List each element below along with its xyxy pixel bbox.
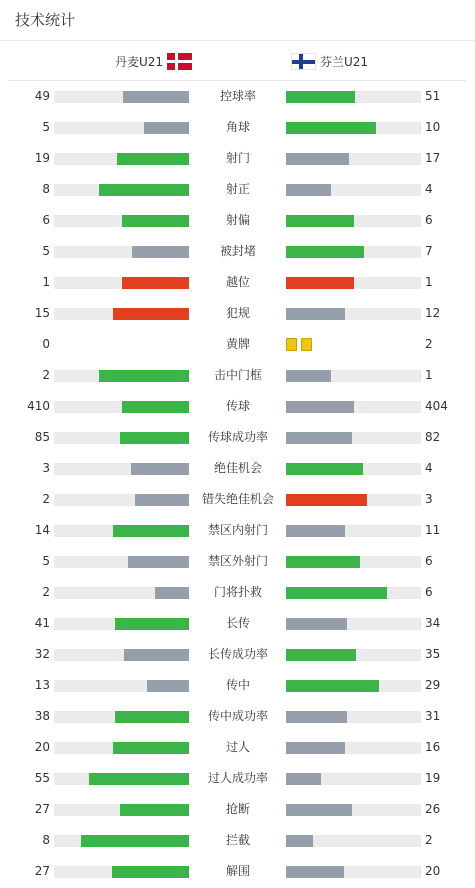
stat-row [0, 329, 475, 360]
home-bar-track [54, 680, 189, 692]
stat-label: 射偏 [225, 213, 250, 227]
away-bar-track [286, 587, 421, 599]
home-bar-track [54, 122, 189, 134]
away-bar-fill [286, 711, 347, 723]
away-bar-track [286, 494, 421, 506]
stat-row [0, 298, 475, 329]
stat-label: 射门 [225, 151, 250, 165]
home-bar-track [54, 432, 189, 444]
stat-label: 传球成功率 [207, 430, 268, 444]
stat-label: 黄牌 [225, 337, 250, 351]
away-bar-fill [286, 370, 331, 382]
away-bar-fill [286, 804, 352, 816]
away-bar-fill [286, 463, 363, 475]
home-bar-fill [147, 680, 189, 692]
home-bar-track [54, 742, 189, 754]
home-value: 3 [42, 461, 50, 475]
away-bar-fill [286, 401, 354, 413]
stat-row [0, 794, 475, 825]
away-value: 31 [425, 709, 441, 723]
home-bar-fill [89, 773, 189, 785]
away-bar-track [286, 556, 421, 568]
home-bar-fill [113, 525, 189, 537]
home-team-name: 丹麦U21 [115, 54, 164, 69]
home-bar-track [54, 835, 189, 847]
home-value: 5 [42, 554, 50, 568]
home-bar-fill [124, 649, 189, 661]
away-bar-fill [286, 618, 347, 630]
away-bar-fill [286, 742, 345, 754]
away-team [291, 52, 368, 70]
away-bar-track [286, 215, 421, 227]
home-bar-track [54, 525, 189, 537]
away-bar-track [286, 308, 421, 320]
away-bar-fill [286, 215, 354, 227]
home-bar-track [54, 494, 189, 506]
home-bar-fill [81, 835, 189, 847]
home-bar-fill [113, 742, 189, 754]
away-bar-fill [286, 246, 364, 258]
home-bar-fill [122, 401, 190, 413]
away-value: 1 [425, 275, 433, 289]
stat-label: 拦截 [225, 833, 250, 847]
away-bar-fill [286, 122, 376, 134]
home-bar-track [54, 153, 189, 165]
home-value: 20 [34, 740, 50, 754]
stats-list [0, 81, 475, 887]
page-title: 技术统计 [15, 11, 76, 29]
away-bar-track [286, 804, 421, 816]
away-value: 34 [425, 616, 441, 630]
home-bar-fill [112, 866, 189, 878]
away-value: 404 [425, 399, 448, 413]
stat-row [0, 422, 475, 453]
away-bar-fill [286, 494, 367, 506]
home-value: 55 [34, 771, 50, 785]
home-bar-fill [120, 804, 189, 816]
teams-row [8, 41, 466, 81]
home-value: 2 [42, 492, 50, 506]
stat-row [0, 236, 475, 267]
stat-label: 传中 [225, 678, 250, 692]
home-bar-track [54, 215, 189, 227]
stat-row [0, 577, 475, 608]
away-bar-track [286, 866, 421, 878]
finland-flag-icon [291, 53, 316, 70]
away-bar-fill [286, 835, 313, 847]
away-bar-track [286, 432, 421, 444]
home-bar-track [54, 556, 189, 568]
away-bar-track [286, 91, 421, 103]
stat-row [0, 205, 475, 236]
away-bar-fill [286, 587, 387, 599]
stat-row [0, 391, 475, 422]
home-bar-track [54, 649, 189, 661]
stat-row [0, 515, 475, 546]
away-bar-track [286, 618, 421, 630]
away-bar-fill [286, 773, 321, 785]
stat-label: 解围 [225, 864, 250, 878]
home-bar-track [54, 463, 189, 475]
home-value: 19 [34, 151, 50, 165]
home-value: 5 [42, 244, 50, 258]
away-value: 6 [425, 585, 433, 599]
home-value: 14 [34, 523, 50, 537]
home-value: 8 [42, 833, 50, 847]
stat-label: 控球率 [219, 89, 256, 103]
stat-label: 禁区内射门 [207, 523, 268, 537]
home-bar-track [54, 866, 189, 878]
home-bar-track [54, 804, 189, 816]
stat-row [0, 856, 475, 887]
stat-label: 角球 [225, 120, 250, 134]
stat-row [0, 174, 475, 205]
home-bar-track [54, 401, 189, 413]
home-value: 2 [42, 585, 50, 599]
home-bar-fill [131, 463, 189, 475]
away-value: 10 [425, 120, 441, 134]
away-bar-fill [286, 91, 355, 103]
home-value: 410 [27, 399, 50, 413]
away-value: 20 [425, 864, 441, 878]
away-value: 19 [425, 771, 441, 785]
home-bar-track [54, 587, 189, 599]
home-value: 5 [42, 120, 50, 134]
stat-row [0, 546, 475, 577]
away-value: 35 [425, 647, 441, 661]
stat-row [0, 360, 475, 391]
home-bar-fill [128, 556, 189, 568]
away-value: 82 [425, 430, 441, 444]
away-bar-track [286, 463, 421, 475]
home-bar-fill [135, 494, 189, 506]
stat-label: 抢断 [225, 802, 250, 816]
away-bar-fill [286, 184, 331, 196]
home-bar-track [54, 246, 189, 258]
away-value: 2 [425, 337, 433, 351]
away-bar-track [286, 835, 421, 847]
yellow-card-icon [301, 338, 312, 351]
stat-row [0, 484, 475, 515]
denmark-flag-icon [167, 53, 192, 70]
stat-label: 过人成功率 [207, 771, 268, 785]
home-value: 6 [42, 213, 50, 227]
stat-row [0, 81, 475, 112]
stat-label: 击中门框 [213, 368, 262, 382]
home-value: 49 [34, 89, 50, 103]
away-value: 12 [425, 306, 441, 320]
home-bar-fill [122, 215, 190, 227]
home-bar-fill [99, 184, 189, 196]
away-bar-track [286, 370, 421, 382]
stat-row [0, 608, 475, 639]
home-value: 1 [42, 275, 50, 289]
stat-label: 禁区外射门 [207, 554, 268, 568]
home-value: 8 [42, 182, 50, 196]
away-bar-fill [286, 680, 379, 692]
home-value: 27 [34, 864, 50, 878]
stat-label: 错失绝佳机会 [201, 492, 274, 506]
home-bar-track [54, 277, 189, 289]
away-value: 6 [425, 213, 433, 227]
home-value: 38 [34, 709, 50, 723]
away-bar-track [286, 122, 421, 134]
stat-label: 被封堵 [219, 244, 256, 258]
stat-row [0, 701, 475, 732]
home-value: 0 [42, 337, 50, 351]
stat-label: 长传 [225, 616, 250, 630]
away-bar-fill [286, 556, 360, 568]
home-bar-fill [99, 370, 189, 382]
away-bar-fill [286, 277, 354, 289]
away-bar-track [286, 711, 421, 723]
stat-row [0, 639, 475, 670]
away-bar-fill [286, 153, 349, 165]
stat-label: 长传成功率 [207, 647, 268, 661]
stat-row [0, 143, 475, 174]
away-team-name: 芬兰U21 [320, 54, 369, 69]
stats-header [0, 0, 475, 41]
stat-label: 门将扑救 [213, 585, 262, 599]
home-bar-track [54, 711, 189, 723]
stat-label: 绝佳机会 [213, 461, 262, 475]
away-value: 3 [425, 492, 433, 506]
home-bar-fill [120, 432, 189, 444]
stat-label: 犯规 [225, 306, 250, 320]
yellow-card-icon [286, 338, 297, 351]
home-bar-track [54, 773, 189, 785]
stat-row [0, 453, 475, 484]
home-bar-track [54, 308, 189, 320]
away-value: 11 [425, 523, 441, 537]
away-bar-track [286, 773, 421, 785]
stat-label: 射正 [225, 182, 250, 196]
stat-row [0, 112, 475, 143]
home-bar-fill [155, 587, 189, 599]
home-value: 85 [34, 430, 50, 444]
home-bar-track [54, 91, 189, 103]
away-value: 29 [425, 678, 441, 692]
stat-label: 传中成功率 [207, 709, 268, 723]
away-value: 4 [425, 182, 433, 196]
away-bar-track [286, 742, 421, 754]
home-bar-fill [117, 153, 189, 165]
away-bar-fill [286, 866, 344, 878]
home-bar-fill [132, 246, 189, 258]
home-bar-fill [113, 308, 189, 320]
away-bar-track [286, 277, 421, 289]
away-bar-track [286, 153, 421, 165]
home-bar-fill [144, 122, 189, 134]
away-value: 26 [425, 802, 441, 816]
home-bar-track [54, 184, 189, 196]
home-value: 32 [34, 647, 50, 661]
away-value: 2 [425, 833, 433, 847]
away-value: 16 [425, 740, 441, 754]
home-value: 27 [34, 802, 50, 816]
away-bar-fill [286, 525, 345, 537]
away-bar-track [286, 649, 421, 661]
home-bar-fill [123, 91, 189, 103]
stat-row [0, 732, 475, 763]
away-bar-track [286, 401, 421, 413]
home-value: 15 [34, 306, 50, 320]
away-yellow-cards [286, 338, 312, 351]
stat-row [0, 670, 475, 701]
stat-row [0, 763, 475, 794]
away-value: 4 [425, 461, 433, 475]
stat-row [0, 825, 475, 856]
away-value: 7 [425, 244, 433, 258]
away-bar-fill [286, 308, 345, 320]
away-value: 17 [425, 151, 441, 165]
home-value: 2 [42, 368, 50, 382]
away-bar-track [286, 680, 421, 692]
home-value: 13 [34, 678, 50, 692]
away-value: 6 [425, 554, 433, 568]
away-value: 1 [425, 368, 433, 382]
stat-row [0, 267, 475, 298]
stat-label: 过人 [225, 740, 250, 754]
home-bar-track [54, 618, 189, 630]
away-bar-track [286, 184, 421, 196]
away-value: 51 [425, 89, 441, 103]
away-bar-fill [286, 649, 356, 661]
home-team [115, 52, 192, 70]
home-value: 41 [34, 616, 50, 630]
home-bar-fill [115, 711, 189, 723]
stat-label: 传球 [225, 399, 250, 413]
stat-label: 越位 [225, 275, 250, 289]
away-bar-track [286, 246, 421, 258]
home-bar-track [54, 370, 189, 382]
home-bar-fill [122, 277, 190, 289]
away-bar-track [286, 525, 421, 537]
home-bar-fill [115, 618, 189, 630]
away-bar-fill [286, 432, 352, 444]
